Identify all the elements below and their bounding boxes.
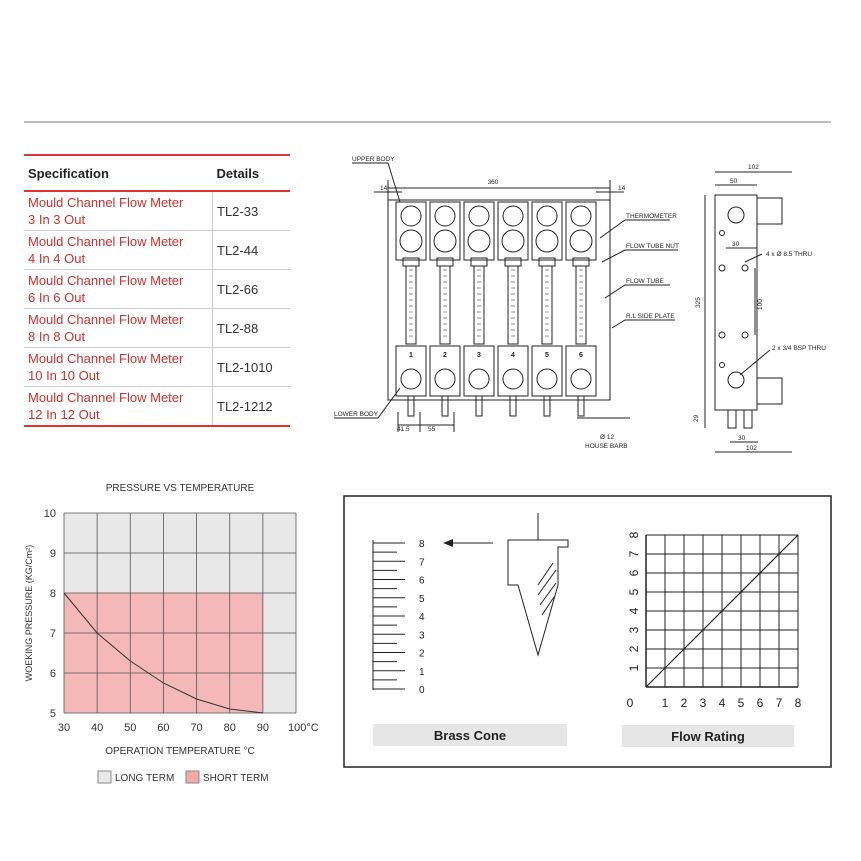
y-tick-label: 5 — [627, 588, 641, 596]
side-view-thermo — [757, 198, 782, 224]
side-view-circle — [728, 372, 744, 388]
table-row — [24, 231, 290, 270]
y-tick-label: 8 — [49, 588, 56, 600]
channel-number: 6 — [579, 352, 583, 359]
y-tick-label: 7 — [627, 550, 641, 558]
legend-swatch-short — [186, 771, 199, 783]
scale-label: 7 — [419, 557, 425, 569]
x-tick-label: 90 — [256, 722, 269, 734]
house-barb-text: HOUSE BARB — [585, 443, 628, 450]
label-flow-tube: FLOW TUBE — [626, 278, 664, 285]
dim-bottom-height-text: 29 — [693, 414, 700, 422]
house-barb — [408, 396, 414, 416]
upper-body — [532, 202, 562, 260]
spec-code: TL2-1010 — [213, 348, 291, 387]
house-barb — [476, 396, 482, 416]
scale-label: 8 — [419, 539, 425, 550]
dim-pitch-text: 55 — [428, 426, 436, 433]
dim-first-text: 41.5 — [397, 426, 410, 433]
flow-tube — [508, 266, 518, 344]
technical-drawing — [330, 150, 850, 460]
label-lower-body: LOWER BODY — [334, 411, 379, 418]
chart-title: PRESSURE VS TEMPERATURE — [105, 483, 255, 494]
scale-label: 3 — [419, 630, 425, 642]
upper-body — [396, 202, 426, 260]
leader-side-plate — [612, 320, 675, 328]
y-tick-label: 2 — [627, 645, 641, 653]
scale-label: 5 — [419, 593, 425, 605]
x-tick-label: 40 — [91, 722, 104, 734]
y-tick-label: 8 — [627, 531, 641, 539]
scale-label: 1 — [419, 666, 425, 678]
hole-note: 4 x Ø 8.5 THRU — [766, 251, 813, 258]
leader-flow-tube-nut — [602, 250, 678, 262]
label-upper-body: UPPER BODY — [352, 156, 395, 163]
channel-number: 3 — [477, 352, 481, 359]
dim-spacing-text: 100 — [757, 299, 764, 310]
mount-hole — [720, 231, 725, 236]
spec-table — [24, 154, 290, 427]
bsp-note: 2 x 3/4 BSP THRU — [772, 345, 826, 352]
flow-rating-label: Flow Rating — [671, 729, 745, 744]
legend-short-term: SHORT TERM — [203, 773, 269, 784]
x-tick-label: 8 — [794, 696, 802, 710]
upper-body — [498, 202, 528, 260]
scale-label: 0 — [419, 685, 425, 696]
spec-name: Mould Channel Flow Meter 4 In 4 Out — [24, 231, 213, 270]
y-tick-label: 6 — [627, 569, 641, 577]
dim-left-text: 14 — [380, 185, 388, 192]
leader-bsp — [740, 350, 770, 375]
spec-code: TL2-1212 — [213, 387, 291, 427]
x-tick-label: 3 — [699, 696, 707, 710]
x-tick-label: 5 — [737, 696, 745, 710]
side-view-bsp — [757, 378, 782, 404]
header-specification: Specification — [24, 155, 213, 191]
house-barb — [442, 396, 448, 416]
flow-tube — [440, 266, 450, 344]
table-row — [24, 191, 290, 231]
legend-swatch-long — [98, 771, 111, 783]
x-tick-label: 2 — [680, 696, 688, 710]
mount-hole — [742, 332, 748, 338]
x-tick-label: 70 — [190, 722, 203, 734]
side-view-barb — [744, 410, 752, 428]
y-tick-label: 1 — [627, 664, 641, 672]
channel-number: 4 — [511, 352, 515, 359]
scale-label: 4 — [419, 612, 425, 623]
dim-bottom-offset-text: 30 — [738, 435, 746, 442]
dim-top-width-text: 102 — [748, 164, 759, 171]
house-barb — [510, 396, 516, 416]
house-barb — [544, 396, 550, 416]
pressure-temperature-chart — [14, 478, 324, 790]
flow-tube — [576, 266, 586, 344]
side-view-circle — [728, 207, 744, 223]
spec-code: TL2-44 — [213, 231, 291, 270]
legend-long-term: LONG TERM — [115, 773, 175, 784]
channel-number: 1 — [409, 352, 413, 359]
y-tick-label: 3 — [627, 626, 641, 634]
label-side-plate: R.L SIDE PLATE — [626, 313, 675, 320]
spec-name: Mould Channel Flow Meter 3 In 3 Out — [24, 191, 213, 231]
upper-body — [566, 202, 596, 260]
x-tick-label: 100°C — [288, 722, 319, 734]
flow-tube — [406, 266, 416, 344]
y-tick-label: 4 — [627, 607, 641, 615]
mount-hole — [719, 265, 725, 271]
house-barb — [578, 396, 584, 416]
label-thermometer: THERMOMETER — [626, 213, 677, 220]
dim-mid-text: 30 — [732, 241, 740, 248]
mount-hole — [742, 265, 748, 271]
x-tick-label: 4 — [718, 696, 726, 710]
y-tick-label: 10 — [43, 508, 56, 520]
x-axis-label: OPERATION TEMPERATURE °C — [105, 746, 255, 757]
spec-name: Mould Channel Flow Meter 6 In 6 Out — [24, 270, 213, 309]
leader-flow-tube — [605, 285, 670, 298]
table-row — [24, 270, 290, 309]
y-axis-label: WOEKING PRESSURE (KG/Cm²) — [24, 544, 34, 682]
dim-overall-text: 360 — [487, 179, 499, 186]
leader-upper-body — [352, 163, 400, 202]
side-view-barb — [728, 410, 736, 428]
spec-code: TL2-88 — [213, 309, 291, 348]
x-tick-label: 6 — [756, 696, 764, 710]
mount-hole — [720, 363, 725, 368]
spec-code: TL2-66 — [213, 270, 291, 309]
mount-hole — [719, 332, 725, 338]
dim-top-inner-text: 50 — [730, 178, 738, 185]
header-details: Details — [213, 155, 291, 191]
spec-name: Mould Channel Flow Meter 10 In 10 Out — [24, 348, 213, 387]
table-row — [24, 348, 290, 387]
table-row — [24, 309, 290, 348]
spec-name: Mould Channel Flow Meter 12 In 12 Out — [24, 387, 213, 427]
top-divider — [24, 121, 831, 123]
y-tick-label: 6 — [49, 668, 56, 680]
x-tick-label: 50 — [124, 722, 137, 734]
dim-bottom-width-text: 102 — [746, 445, 757, 452]
y-tick-label: 5 — [49, 708, 56, 720]
x-tick-label: 1 — [661, 696, 669, 710]
label-flow-tube-nut: FLOW TUBE NUT — [626, 243, 679, 250]
dim-right-text: 14 — [618, 185, 626, 192]
upper-body — [464, 202, 494, 260]
flow-rating-panel — [343, 495, 833, 769]
channel-number: 5 — [545, 352, 549, 359]
brass-cone-label: Brass Cone — [433, 728, 507, 743]
leader-holes — [745, 254, 762, 262]
barb-dia-text: Ø 12 — [600, 434, 615, 441]
side-view-body — [715, 195, 757, 410]
flow-tube — [474, 266, 484, 344]
spec-code: TL2-33 — [213, 191, 291, 231]
channel-group — [396, 202, 596, 416]
x-tick-label: 80 — [223, 722, 236, 734]
x-tick-label: 0 — [626, 696, 634, 710]
dim-height-text: 325 — [695, 297, 702, 308]
spec-name: Mould Channel Flow Meter 8 In 8 Out — [24, 309, 213, 348]
scale-label: 6 — [419, 575, 425, 587]
channel-number: 2 — [443, 352, 447, 359]
scale-label: 2 — [419, 648, 425, 660]
x-tick-label: 7 — [775, 696, 783, 710]
x-tick-label: 30 — [57, 722, 71, 734]
table-row — [24, 387, 290, 427]
table-header-row — [24, 155, 290, 191]
upper-body — [430, 202, 460, 260]
y-tick-label: 9 — [49, 548, 56, 560]
x-tick-label: 60 — [157, 722, 170, 734]
y-tick-label: 7 — [49, 628, 56, 640]
flow-tube — [542, 266, 552, 344]
